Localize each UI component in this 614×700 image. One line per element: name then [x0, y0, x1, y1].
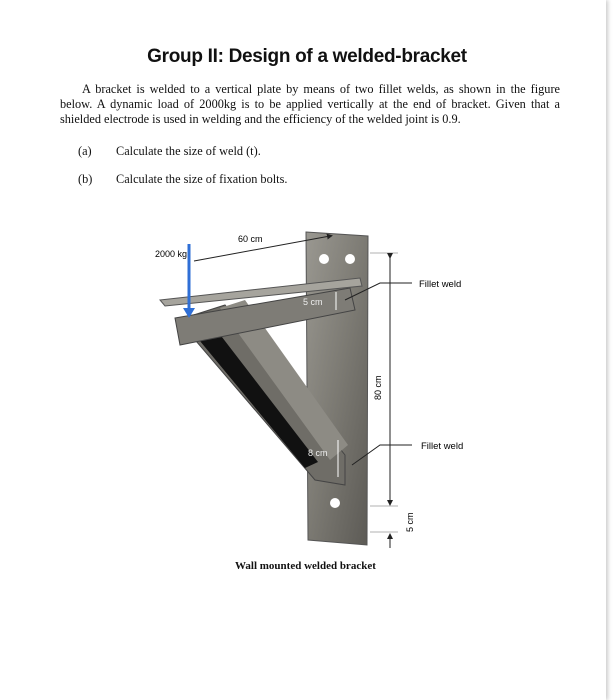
- bottom-offset-label: 5 cm: [405, 512, 415, 532]
- figure-caption: Wall mounted welded bracket: [235, 560, 376, 572]
- fillet-weld-bottom-label: Fillet weld: [421, 441, 464, 452]
- question-b: (b) Calculate the size of fixation bolts.: [78, 172, 288, 186]
- question-a: (a) Calculate the size of weld (t).: [78, 144, 261, 158]
- fillet-weld-top-label: Fillet weld: [419, 279, 462, 290]
- top-weld-height-label: 5 cm: [303, 297, 323, 307]
- load-label: 2000 kg: [155, 249, 188, 259]
- length-label: 60 cm: [238, 234, 263, 244]
- bottom-weld-height-label: 8 cm: [308, 448, 328, 458]
- page-title: Group II: Design of a welded-bracket: [147, 46, 467, 67]
- problem-statement: A bracket is welded to a vertical plate by means of two fillet welds, as shown in the figure below. A dynamic load of 2000kg is to be applied vertically at the end of bracket. Given that a shielded electrode is used in welding and the efficiency of the welded joint is 0.9.: [60, 82, 560, 126]
- weld-spacing-label: 80 cm: [373, 375, 383, 400]
